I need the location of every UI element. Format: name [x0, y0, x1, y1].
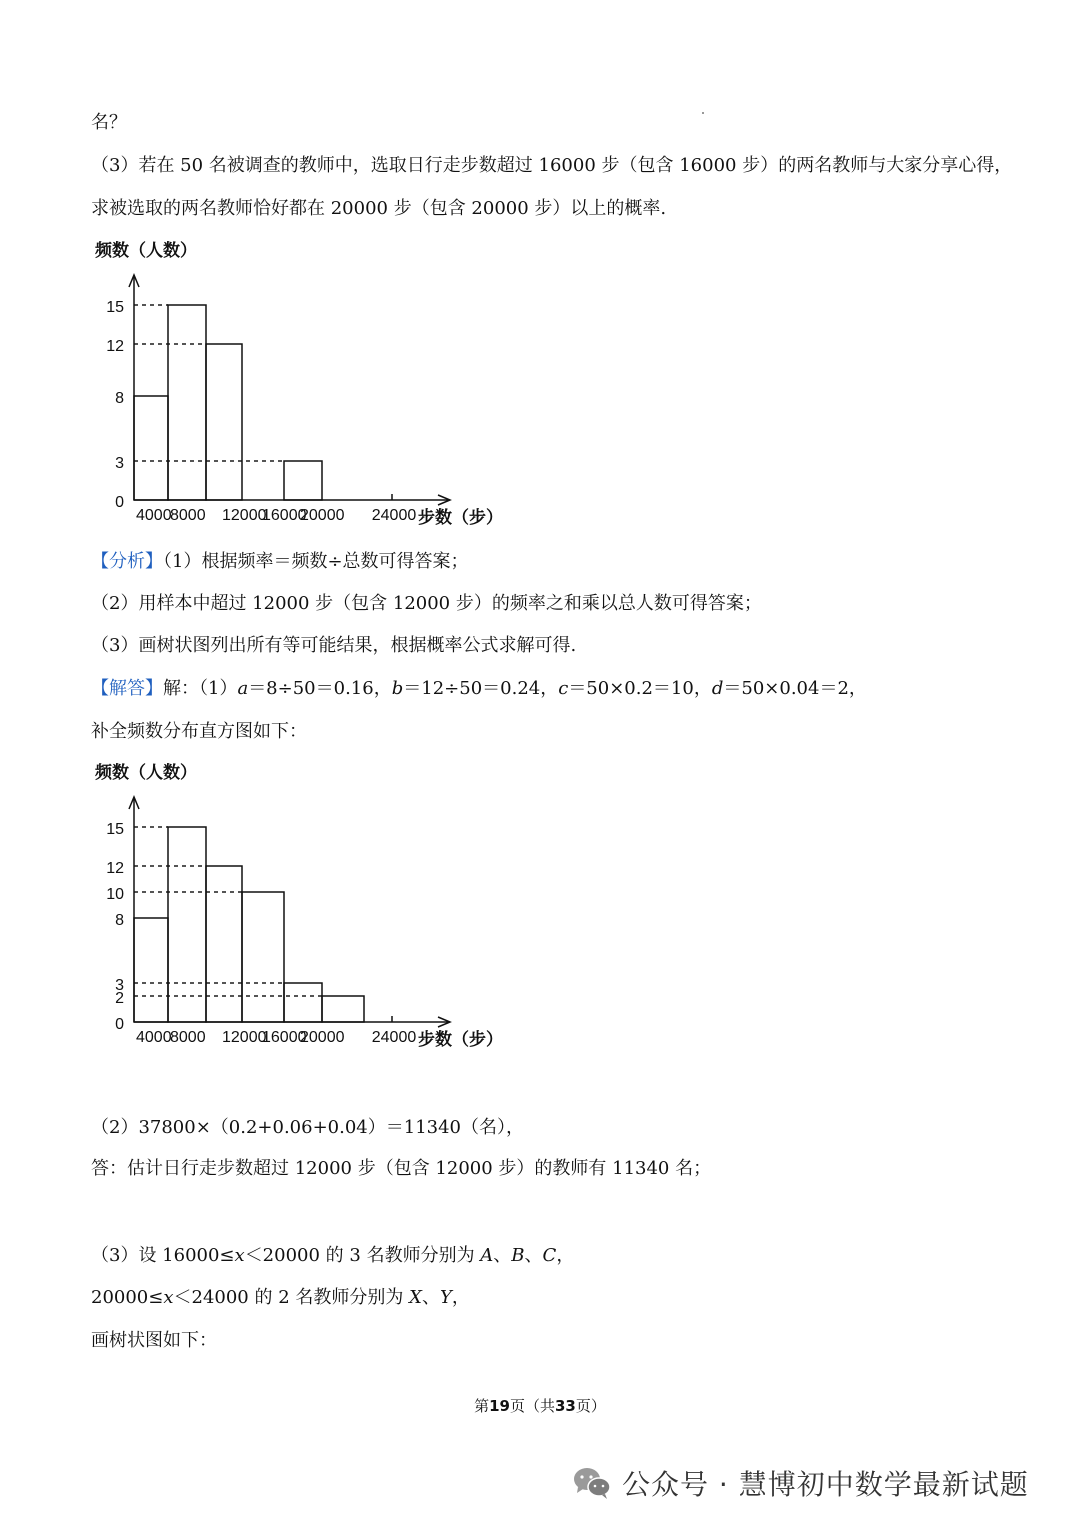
solution-tag: 【解答】	[91, 678, 163, 699]
page-footer: 第19页（共33页）	[474, 1397, 606, 1415]
bar-8000-12000	[168, 305, 206, 500]
page-total: 33	[555, 1397, 576, 1415]
bar-24000-28000	[322, 996, 364, 1022]
x-tick-label-4000: 4000	[136, 507, 172, 524]
y-tick-label-15: 15	[106, 299, 124, 316]
bar-20000-24000	[284, 461, 322, 500]
bar-4000-8000	[134, 918, 168, 1022]
bar-12000-16000	[206, 866, 242, 1022]
y-tick-label-10: 10	[106, 886, 124, 903]
analysis-line1: 【分析】（1）根据频率＝频数÷总数可得答案；	[91, 551, 469, 572]
bar-20000-24000	[284, 983, 322, 1022]
y-tick-label-3: 3	[115, 455, 124, 472]
y-tick-label-0: 0	[115, 1016, 124, 1033]
y-axis-title: 频数（人数）	[95, 241, 197, 260]
y-tick-label-2: 2	[115, 990, 124, 1007]
x-tick-label-8000: 8000	[170, 1029, 206, 1046]
part3-line1: （3）设 16000≤x＜20000 的 3 名教师分别为 A、B、C，	[91, 1245, 575, 1266]
y-axis-title: 频数（人数）	[95, 763, 197, 782]
x-axis-title: 步数（步）	[418, 1030, 503, 1049]
y-tick-label-8: 8	[115, 912, 124, 929]
part3-line2: 20000≤x＜24000 的 2 名教师分别为 X、Y，	[91, 1287, 470, 1308]
question-part3-line1: （3）若在 50 名被调查的教师中，选取日行走步数超过 16000 步（包含 16000 步）的两名教师与大家分享心得，	[91, 155, 1013, 176]
y-tick-label-0: 0	[115, 494, 124, 511]
question-part3-line2: 求被选取的两名教师恰好都在 20000 步（包含 20000 步）以上的概率.	[91, 198, 667, 219]
histogram-svg-2	[80, 757, 520, 1057]
analysis-tag: 【分析】	[91, 551, 163, 572]
x-tick-label-12000: 12000	[222, 1029, 267, 1046]
question-tail: 名？	[91, 112, 127, 133]
tree-diagram-intro: 画树状图如下：	[91, 1330, 217, 1351]
part2-calc: （2）37800×（0.2+0.06+0.04）＝11340（名），	[91, 1117, 525, 1138]
x-tick-label-16000: 16000	[262, 1029, 307, 1046]
histogram-svg-1	[80, 235, 520, 535]
x-axis-title: 步数（步）	[418, 508, 503, 527]
y-tick-label-3: 3	[115, 977, 124, 994]
x-tick-label-4000: 4000	[136, 1029, 172, 1046]
x-tick-label-8000: 8000	[170, 507, 206, 524]
x-tick-label-16000: 16000	[262, 507, 307, 524]
x-tick-label-24000: 24000	[371, 507, 417, 524]
bar-4000-8000	[134, 396, 168, 500]
y-tick-label-12: 12	[106, 338, 124, 355]
stray-dot	[702, 112, 704, 114]
solution-line1: 【解答】解：（1）a＝8÷50＝0.16，b＝12÷50＝0.24，c＝50×0.2＝10，d＝50×0.04＝2，	[91, 678, 867, 699]
y-tick-label-15: 15	[106, 821, 124, 838]
watermark: 公众号 · 慧博初中数学最新试题	[572, 1463, 1029, 1503]
histogram-original	[80, 235, 520, 539]
bar-16000-20000	[242, 892, 284, 1022]
x-tick-label-20000: 20000	[300, 507, 345, 524]
bar-8000-12000	[168, 827, 206, 1022]
wechat-icon	[572, 1466, 612, 1500]
bar-12000-16000	[206, 344, 242, 500]
analysis-line3: （3）画树状图列出所有等可能结果，根据概率公式求解可得.	[91, 635, 577, 656]
complete-histogram-note: 补全频数分布直方图如下：	[91, 721, 307, 742]
y-tick-label-8: 8	[115, 390, 124, 407]
x-tick-label-20000: 20000	[300, 1029, 345, 1046]
x-tick-label-24000: 24000	[371, 1029, 417, 1046]
x-tick-label-12000: 12000	[222, 507, 267, 524]
y-tick-label-12: 12	[106, 860, 124, 877]
page-number: 19	[489, 1397, 510, 1415]
histogram-completed	[80, 757, 520, 1061]
part2-answer: 答：估计日行走步数超过 12000 步（包含 12000 步）的教师有 11340 名；	[91, 1158, 712, 1179]
analysis-line2: （2）用样本中超过 12000 步（包含 12000 步）的频率之和乘以总人数可得答案；	[91, 593, 762, 614]
